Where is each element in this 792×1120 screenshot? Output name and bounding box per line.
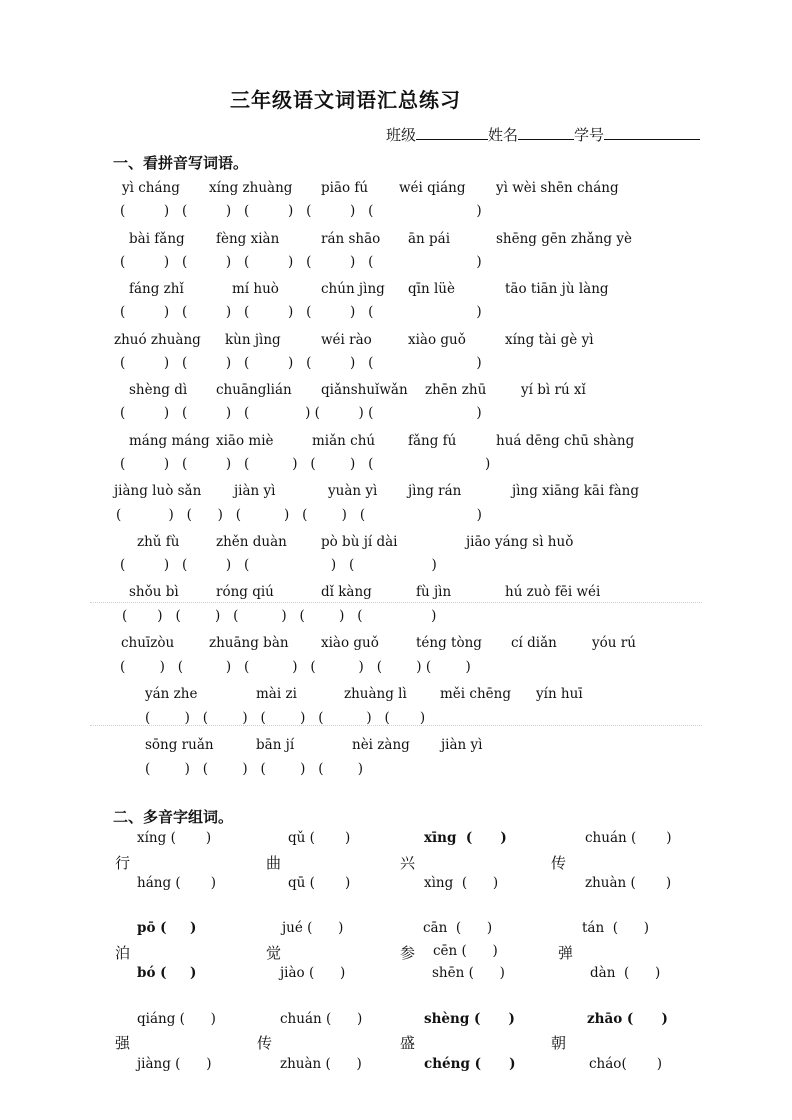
answer-blank-row[interactable]: ( ) ( ) ( ) ( ) ( ) ( ) [120, 659, 471, 675]
pinyin-cell: yuàn yì [328, 483, 378, 499]
pinyin-cell: jìng xiāng kāi fàng [512, 483, 639, 499]
answer-blank-row[interactable]: ( ) ( ) ( ) ( ) ( ) [116, 507, 482, 523]
pinyin-cell: pò bù jí dài [321, 534, 398, 550]
polyphone-bottom-reading: qū ( ) [288, 875, 351, 891]
polyphone-top-reading: xīng ( ) [424, 830, 507, 846]
pinyin-cell: xiào guǒ [408, 332, 466, 348]
name-label: 姓名 [488, 126, 519, 144]
polyphone-char: 泊 [115, 944, 131, 962]
pinyin-cell: zhǔ fù [137, 534, 180, 550]
pinyin-cell: zhěn duàn [216, 534, 287, 550]
answer-blank-row[interactable]: ( ) ( ) ( ) ( ) ( ) [120, 304, 482, 320]
pinyin-cell: xíng tài gè yì [505, 332, 594, 348]
polyphone-char: 曲 [266, 854, 282, 872]
pinyin-cell: rán shāo [321, 231, 381, 247]
pinyin-cell: yì wèi shēn cháng [496, 180, 619, 196]
pinyin-cell: chuīzòu [121, 635, 175, 651]
polyphone-char: 弹 [558, 944, 574, 962]
polyphone-bottom-reading: cháo( ) [589, 1056, 663, 1072]
pinyin-cell: shǒu bì [129, 584, 179, 600]
polyphone-top-reading: xíng ( ) [137, 830, 212, 846]
pinyin-cell: wéi rào [321, 332, 372, 348]
pinyin-cell: dǐ kàng [321, 584, 372, 600]
polyphone-bottom-reading: chéng ( ) [424, 1056, 516, 1072]
pinyin-cell: qiǎnshuǐwǎn [321, 382, 408, 398]
pinyin-cell: chún jìng [321, 281, 385, 297]
pinyin-cell: xiào guǒ [321, 635, 379, 651]
answer-blank-row[interactable]: ( ) ( ) ( ) ( ) [120, 557, 437, 573]
pinyin-cell: kùn jìng [225, 332, 281, 348]
number-label: 学号 [574, 126, 605, 144]
pinyin-cell: xíng zhuàng [209, 180, 293, 196]
pinyin-cell: ān pái [408, 231, 451, 247]
answer-blank-row[interactable]: ( ) ( ) ( ) ( ) ( ) [120, 254, 482, 270]
polyphone-bottom-reading: jiàng ( ) [137, 1056, 212, 1072]
polyphone-char: 兴 [400, 854, 416, 872]
answer-blank-row[interactable]: ( ) ( ) ( ) ( ) ( ) [120, 456, 491, 472]
answer-blank-row[interactable]: ( ) ( ) ( ) ( ) ( ) [122, 608, 437, 624]
section2-heading: 二、多音字组词。 [113, 808, 234, 826]
pinyin-cell: yóu rú [592, 635, 636, 651]
section1-heading: 一、看拼音写词语。 [113, 154, 249, 172]
polyphone-bottom-reading: bó ( ) [137, 965, 197, 981]
pinyin-cell: jiàn yì [441, 737, 483, 753]
polyphone-bottom-reading: zhuàn ( ) [585, 875, 672, 891]
pinyin-cell: jìng rán [408, 483, 462, 499]
pinyin-cell: téng tòng [416, 635, 482, 651]
pinyin-cell: jiàng luò sǎn [114, 483, 202, 499]
pinyin-cell: yán zhe [145, 686, 198, 702]
pinyin-cell: xiāo miè [216, 433, 274, 449]
pinyin-cell: měi chēng [440, 686, 511, 702]
polyphone-top-reading: qǔ ( ) [288, 830, 351, 846]
pinyin-cell: mí huò [232, 281, 279, 297]
polyphone-bottom-reading: háng ( ) [137, 875, 216, 891]
pinyin-cell: zhuàng lì [344, 686, 407, 702]
pinyin-cell: bān jí [256, 737, 295, 753]
pinyin-cell: róng qiú [216, 584, 274, 600]
pinyin-cell: shèng dì [129, 382, 188, 398]
polyphone-top-reading: cān ( ) [423, 920, 493, 936]
pinyin-cell: piāo fú [321, 180, 369, 196]
polyphone-mid-reading: cēn ( ) [433, 943, 498, 959]
polyphone-bottom-reading: shēn ( ) [432, 965, 505, 981]
polyphone-top-reading: chuán ( ) [280, 1011, 363, 1027]
pinyin-cell: chuānglián [216, 382, 292, 398]
pinyin-cell: yí bì rú xǐ [521, 382, 586, 398]
name-blank [518, 125, 574, 140]
polyphone-char: 朝 [551, 1034, 567, 1052]
pinyin-cell: shēng gēn zhǎng yè [496, 231, 632, 247]
polyphone-bottom-reading: zhuàn ( ) [280, 1056, 362, 1072]
polyphone-char: 盛 [400, 1034, 416, 1052]
class-label: 班级 [386, 126, 417, 144]
pinyin-cell: yì cháng [122, 180, 180, 196]
answer-blank-row[interactable]: ( ) ( ) ( ) ( ) [145, 761, 364, 777]
pinyin-cell: hú zuò fēi wéi [505, 584, 601, 600]
student-info-line [386, 124, 700, 145]
pinyin-cell: qīn lüè [408, 281, 455, 297]
polyphone-char: 参 [400, 944, 416, 962]
polyphone-top-reading: pō ( ) [137, 920, 197, 936]
pinyin-cell: yín huī [536, 686, 583, 702]
answer-blank-row[interactable]: ( ) ( ) ( ) ( ) ( ) [120, 203, 482, 219]
pinyin-cell: zhuó zhuàng [114, 332, 201, 348]
polyphone-bottom-reading: dàn ( ) [590, 965, 661, 981]
polyphone-char: 行 [115, 854, 131, 872]
pinyin-cell: jiāo yáng sì huǒ [466, 534, 574, 550]
pinyin-cell: fáng zhǐ [129, 281, 184, 297]
dotted-divider [90, 602, 702, 603]
polyphone-bottom-reading: jiào ( ) [280, 965, 346, 981]
polyphone-top-reading: qiáng ( ) [137, 1011, 216, 1027]
class-blank [416, 125, 488, 140]
pinyin-cell: tāo tiān jù làng [505, 281, 609, 297]
pinyin-cell: jiàn yì [234, 483, 276, 499]
pinyin-cell: cí diǎn [511, 635, 557, 651]
answer-blank-row[interactable]: ( ) ( ) ( ) ( ) ( ) [120, 355, 482, 371]
polyphone-char: 传 [551, 854, 567, 872]
pinyin-cell: fù jìn [416, 584, 452, 600]
pinyin-cell: sōng ruǎn [145, 737, 214, 753]
pinyin-cell: huá dēng chū shàng [496, 433, 635, 449]
pinyin-cell: zhēn zhū [425, 382, 487, 398]
pinyin-cell: zhuāng bàn [209, 635, 289, 651]
pinyin-cell: wéi qiáng [399, 180, 466, 196]
dotted-divider [90, 725, 702, 726]
polyphone-top-reading: chuán ( ) [585, 830, 672, 846]
pinyin-cell: máng máng [129, 433, 210, 449]
polyphone-top-reading: shèng ( ) [424, 1011, 515, 1027]
polyphone-top-reading: jué ( ) [282, 920, 344, 936]
answer-blank-row[interactable]: ( ) ( ) ( ) ( ) ( ) [120, 405, 482, 421]
polyphone-top-reading: zhāo ( ) [587, 1011, 668, 1027]
polyphone-char: 传 [257, 1034, 273, 1052]
page-title: 三年级语文词语汇总练习 [230, 88, 461, 112]
pinyin-cell: miǎn chú [312, 433, 376, 449]
pinyin-cell: fǎng fú [408, 433, 457, 449]
pinyin-cell: nèi zàng [352, 737, 410, 753]
number-blank [604, 125, 700, 140]
polyphone-top-reading: tán ( ) [582, 920, 650, 936]
pinyin-cell: fèng xiàn [216, 231, 280, 247]
polyphone-char: 强 [115, 1034, 131, 1052]
pinyin-cell: mài zi [256, 686, 297, 702]
pinyin-cell: bài fǎng [129, 231, 185, 247]
polyphone-char: 觉 [266, 944, 282, 962]
answer-blank-row[interactable]: ( ) ( ) ( ) ( ) ( ) [145, 710, 426, 726]
polyphone-bottom-reading: xìng ( ) [424, 875, 499, 891]
